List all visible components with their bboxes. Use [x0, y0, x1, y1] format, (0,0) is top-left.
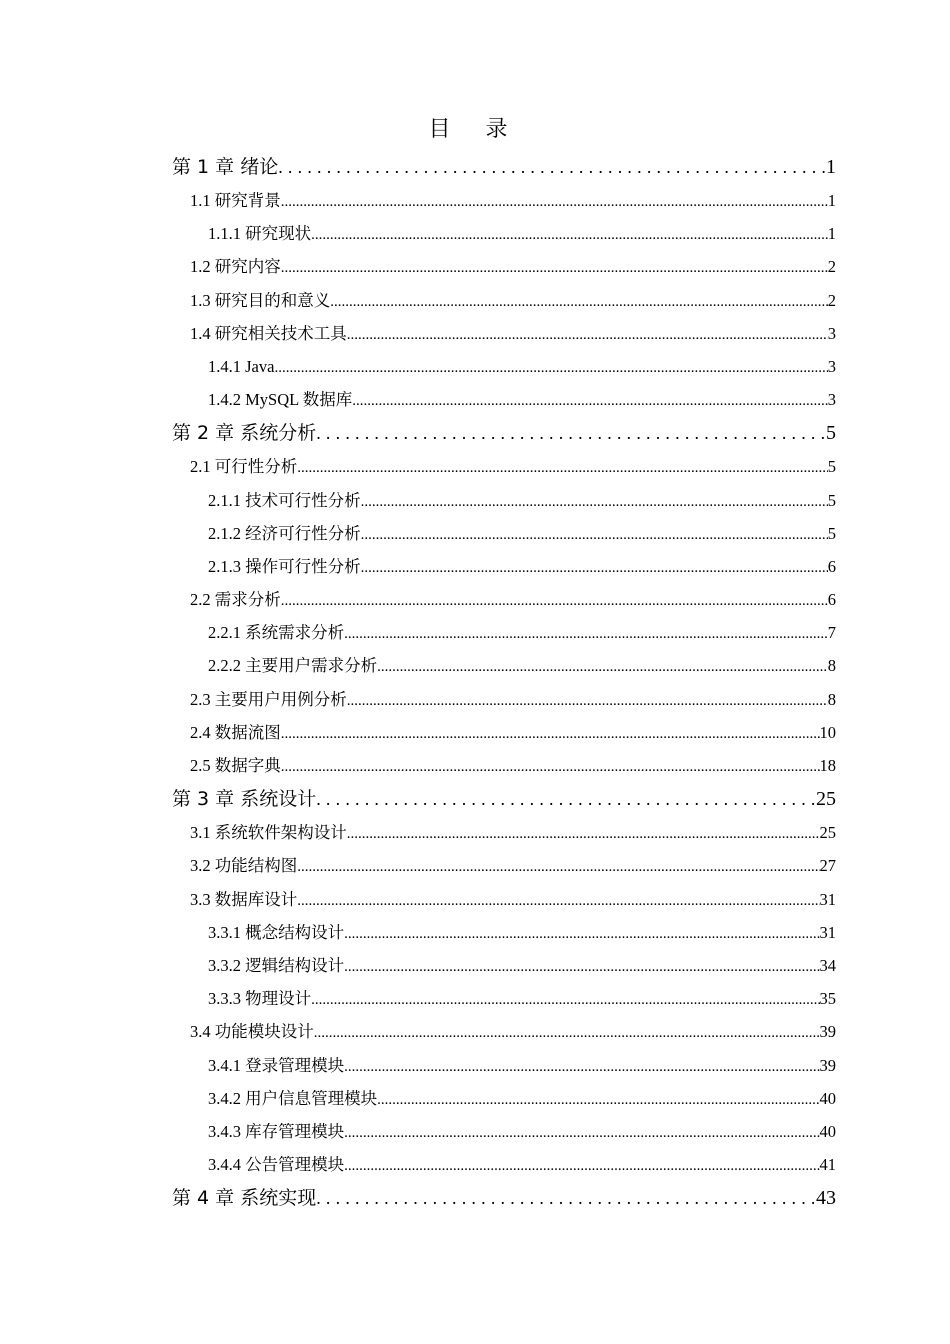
toc-entry-section[interactable]	[172, 816, 836, 849]
toc-entry-label: 2.2.1 系统需求分析	[208, 623, 345, 643]
toc-entry-page-number: 1	[827, 191, 836, 210]
dot-leader	[330, 286, 828, 317]
toc-entry-label: 2.1.1 技术可行性分析	[208, 490, 361, 510]
toc-entry-label: 2.4 数据流图	[190, 722, 281, 742]
toc-entry-label: 1.2 研究内容	[190, 257, 281, 277]
toc-entry-label: 第 2 章 系统分析	[172, 422, 317, 445]
toc-entry-label: 1.4 研究相关技术工具	[190, 323, 347, 343]
table-of-contents	[172, 150, 836, 1215]
toc-entry-page-number: 2	[827, 290, 836, 310]
toc-entry-page-number: 43	[816, 1187, 836, 1210]
toc-entry-chapter[interactable]	[172, 416, 836, 450]
toc-entry-section[interactable]	[172, 284, 836, 317]
toc-entry-label: 1.4.1 Java	[208, 356, 275, 376]
dot-leader	[361, 486, 828, 517]
toc-entry-page-number: 7	[827, 623, 836, 643]
dot-leader	[281, 252, 828, 283]
dot-leader	[352, 385, 828, 416]
dot-leader	[281, 751, 820, 782]
toc-entry-subsection[interactable]	[172, 484, 836, 517]
toc-entry-subsection[interactable]	[172, 217, 836, 250]
toc-entry-label: 1.4.2 MySQL 数据库	[208, 390, 353, 410]
dot-leader	[281, 718, 820, 749]
toc-entry-subsection[interactable]	[172, 1148, 836, 1181]
toc-entry-label: 1.1.1 研究现状	[208, 224, 312, 244]
toc-entry-subsection[interactable]	[172, 1049, 836, 1082]
toc-entry-section[interactable]	[172, 683, 836, 716]
toc-entry-subsection[interactable]	[172, 949, 836, 982]
toc-entry-label: 1.3 研究目的和意义	[190, 290, 331, 310]
toc-entry-subsection[interactable]	[172, 982, 836, 1015]
toc-entry-label: 3.3.2 逻辑结构设计	[208, 955, 345, 975]
toc-entry-section[interactable]	[172, 250, 836, 283]
dot-leader	[281, 186, 828, 217]
dot-leader	[347, 319, 828, 350]
dot-leader	[361, 552, 828, 583]
toc-entry-label: 3.2 功能结构图	[190, 856, 298, 876]
toc-entry-page-number: 35	[819, 989, 836, 1009]
toc-entry-label: 3.1 系统软件架构设计	[190, 823, 347, 843]
dot-leader	[344, 918, 819, 949]
toc-entry-page-number: 8	[827, 689, 836, 709]
dot-leader	[344, 1150, 819, 1181]
toc-entry-subsection[interactable]	[172, 350, 836, 383]
dot-leader	[274, 352, 827, 383]
toc-entry-label: 2.1.2 经济可行性分析	[208, 523, 361, 543]
toc-entry-section[interactable]	[172, 716, 836, 749]
dot-leader	[281, 585, 828, 616]
toc-entry-label: 3.3 数据库设计	[190, 889, 298, 909]
toc-entry-subsection[interactable]	[172, 1082, 836, 1115]
toc-entry-label: 2.3 主要用户用例分析	[190, 689, 347, 709]
dot-leader	[347, 685, 828, 716]
toc-entry-page-number: 31	[819, 922, 836, 942]
dot-leader	[344, 618, 828, 649]
toc-entry-label: 3.3.1 概念结构设计	[208, 922, 345, 942]
toc-entry-page-number: 39	[819, 1022, 836, 1042]
dot-leader	[316, 1181, 816, 1215]
toc-entry-label: 2.1.3 操作可行性分析	[208, 556, 361, 576]
toc-entry-page-number: 41	[819, 1155, 836, 1175]
dot-leader	[361, 519, 828, 550]
toc-entry-section[interactable]	[172, 450, 836, 483]
toc-entry-page-number: 25	[819, 823, 836, 843]
toc-entry-page-number: 2	[827, 257, 836, 277]
dot-leader	[316, 416, 826, 450]
toc-entry-chapter[interactable]	[172, 150, 836, 184]
dot-leader	[297, 851, 819, 882]
toc-entry-page-number: 27	[819, 856, 836, 876]
toc-entry-label: 3.4.1 登录管理模块	[208, 1055, 345, 1075]
toc-entry-section[interactable]	[172, 583, 836, 616]
toc-entry-label: 3.4 功能模块设计	[190, 1022, 314, 1042]
toc-entry-page-number: 25	[816, 788, 836, 811]
toc-entry-chapter[interactable]	[172, 782, 836, 816]
toc-entry-page-number: 40	[819, 1121, 836, 1141]
toc-entry-subsection[interactable]	[172, 649, 836, 682]
toc-entry-chapter[interactable]	[172, 1181, 836, 1215]
toc-entry-page-number: 5	[827, 523, 836, 543]
toc-entry-subsection[interactable]	[172, 1115, 836, 1148]
toc-entry-label: 第 4 章 系统实现	[172, 1187, 317, 1210]
toc-entry-page-number: 3	[827, 356, 836, 376]
dot-leader	[314, 1017, 820, 1048]
toc-entry-page-number: 10	[819, 722, 836, 742]
toc-entry-page-number: 3	[827, 390, 836, 410]
toc-entry-page-number: 5	[827, 490, 836, 510]
toc-entry-section[interactable]	[172, 883, 836, 916]
toc-entry-page-number: 18	[819, 756, 836, 775]
dot-leader	[344, 951, 819, 982]
toc-entry-label: 1.1 研究背景	[190, 191, 281, 210]
toc-entry-label: 第 1 章 绪论	[172, 156, 279, 178]
dot-leader	[311, 984, 819, 1015]
toc-entry-subsection[interactable]	[172, 616, 836, 649]
dot-leader	[344, 1051, 819, 1082]
toc-entry-page-number: 5	[827, 457, 836, 477]
toc-entry-section[interactable]	[172, 184, 836, 217]
toc-entry-page-number: 5	[826, 422, 836, 445]
toc-entry-subsection[interactable]	[172, 916, 836, 949]
toc-entry-page-number: 31	[819, 889, 836, 909]
toc-entry-subsection[interactable]	[172, 383, 836, 416]
dot-leader	[316, 782, 816, 816]
dot-leader	[377, 651, 828, 682]
toc-entry-section[interactable]	[172, 849, 836, 882]
dot-leader	[278, 150, 826, 184]
toc-entry-section[interactable]	[172, 749, 836, 782]
toc-entry-label: 2.1 可行性分析	[190, 457, 298, 477]
toc-entry-label: 3.4.4 公告管理模块	[208, 1155, 345, 1175]
toc-entry-label: 2.2.2 主要用户需求分析	[208, 656, 378, 676]
toc-entry-label: 3.4.2 用户信息管理模块	[208, 1088, 378, 1108]
dot-leader	[347, 818, 820, 849]
toc-entry-page-number: 40	[819, 1088, 836, 1108]
toc-entry-label: 3.3.3 物理设计	[208, 989, 312, 1009]
toc-entry-label: 2.2 需求分析	[190, 590, 281, 610]
toc-entry-section[interactable]	[172, 317, 836, 350]
dot-leader	[297, 885, 819, 916]
toc-entry-page-number: 6	[827, 590, 836, 610]
toc-entry-page-number: 1	[826, 156, 836, 178]
toc-entry-page-number: 1	[827, 224, 836, 244]
dot-leader	[297, 452, 828, 483]
dot-leader	[344, 1117, 819, 1148]
toc-entry-page-number: 6	[827, 556, 836, 576]
toc-entry-label: 3.4.3 库存管理模块	[208, 1121, 345, 1141]
toc-entry-label: 2.5 数据字典	[190, 756, 281, 775]
page-title: 目 录	[428, 117, 522, 142]
toc-entry-page-number: 34	[819, 955, 836, 975]
toc-entry-page-number: 8	[827, 656, 836, 676]
dot-leader	[377, 1084, 819, 1115]
toc-entry-subsection[interactable]	[172, 550, 836, 583]
toc-entry-label: 第 3 章 系统设计	[172, 788, 317, 811]
toc-entry-subsection[interactable]	[172, 517, 836, 550]
toc-entry-section[interactable]	[172, 1015, 836, 1048]
dot-leader	[311, 219, 828, 250]
toc-entry-page-number: 39	[819, 1055, 836, 1075]
toc-entry-page-number: 3	[827, 323, 836, 343]
